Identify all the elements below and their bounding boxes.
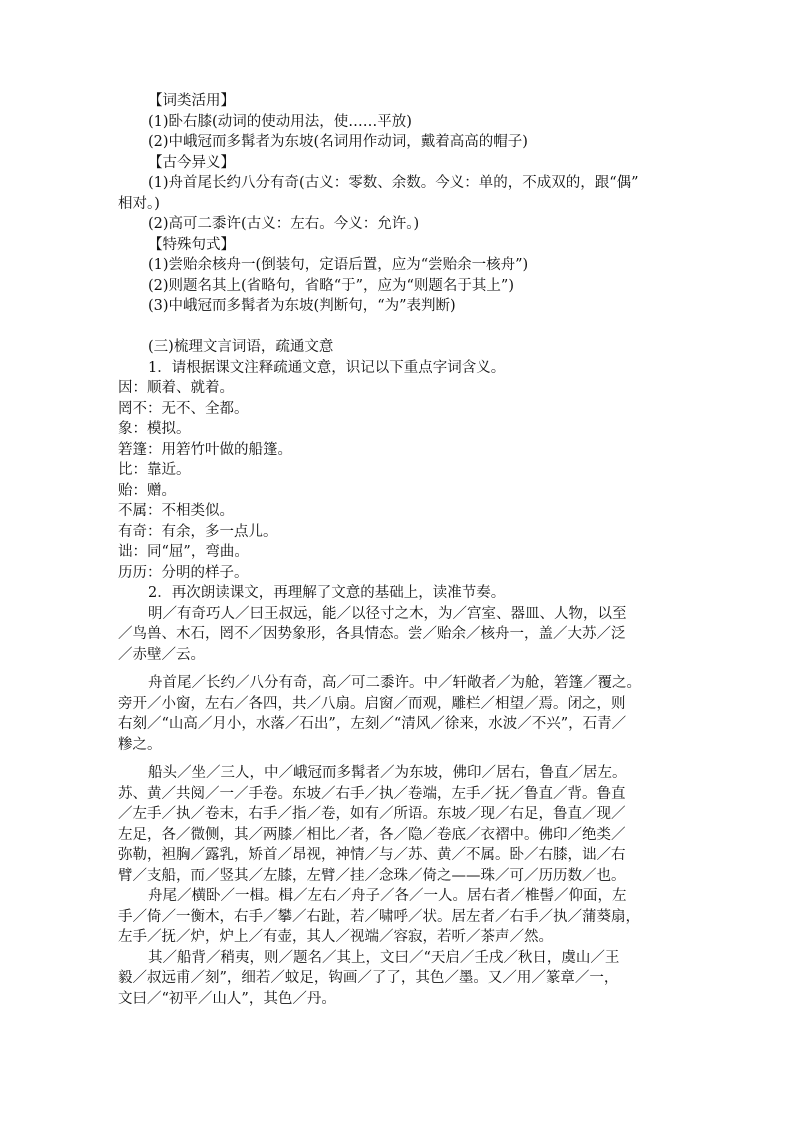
- rhythm-paragraph: [118, 604, 678, 666]
- paragraph-line: 文曰／“初平／山人”，其色／丹。: [118, 990, 336, 1007]
- heading-special-sentence: 【特殊句式】: [148, 236, 235, 253]
- instruction-text: 2．再次朗读课文，再理解了文意的基础上，读准节奏。: [148, 585, 506, 601]
- vocab-item: 历历：分明的样子。: [118, 564, 249, 581]
- vocab-item: 箬篷：用箬竹叶做的船篷。: [118, 441, 292, 458]
- paragraph-line: 左足，各／微侧，其／两膝／相比／者，各／隐／卷底／衣褶中。佛印／绝类／: [118, 826, 626, 843]
- paragraph-line: 明／有奇巧人／曰王叔远，能／以径寸之木，为／宫室、器皿、人物，以至: [148, 605, 627, 622]
- vocab-item: 不属：不相类似。: [118, 503, 234, 519]
- spacer: [118, 665, 678, 673]
- paragraph-line: ／左手／执／卷末，右手／指／卷，如有／所语。东坡／现／右足，鲁直／现／: [118, 806, 626, 822]
- item-text: (1)尝贻余核舟一(倒装句，定语后置，应为“尝贻余一核舟”): [148, 257, 529, 273]
- paragraph-line: 右刻／“山高／月小，水落／石出”，左刻／“清风／徐来，水波／不兴”，石青／: [118, 716, 627, 732]
- paragraph-line: 毅／叔远甫／刻”，细若／蚊足，钩画／了了，其色／墨。又／用／篆章／一，: [118, 970, 619, 986]
- vocab-item: 象：模拟。: [118, 421, 191, 437]
- item-text-continued: 相对。): [118, 195, 160, 212]
- item-text: (2)中峨冠而多髯者为东坡(名词用作动词，戴着高高的帽子): [148, 134, 528, 150]
- heading-ancient-modern: 【古今异义】: [148, 154, 235, 171]
- paragraph-line: 其／船背／稍夷，则／题名／其上，文曰／“天启／壬戌／秋日，虞山／王: [148, 949, 620, 966]
- paragraph-line: 糁之。: [118, 736, 162, 753]
- item-text: (1)舟首尾长约八分有奇(古义：零数、余数。今义：单的，不成双的，跟“偶”: [148, 175, 639, 191]
- paragraph-line: ／赤壁／云。: [118, 646, 205, 663]
- paragraph-line: 弥勒，袒胸／露乳，矫首／昂视，神情／与／苏、黄／不属。卧／右膝，诎／右: [118, 847, 626, 863]
- item-text: (2)则题名其上(省略句，省略“于”，应为“则题名于其上”): [148, 277, 515, 294]
- vocab-item: 有奇：有余，多一点儿。: [118, 523, 278, 540]
- spacer: [118, 317, 678, 338]
- instruction-text: 1．请根据课文注释疏通文意，识记以下重点字词含义。: [148, 359, 506, 376]
- paragraph-line: 苏、黄／共阅／一／手卷。东坡／右手／执／卷端，左手／抚／鲁直／背。鲁直: [118, 785, 626, 802]
- paragraph-line: 左手／抚／炉，炉上／有壶，其人／视端／容寂，若听／茶声／然。: [118, 929, 553, 945]
- paragraph-line: 船头／坐／三人，中／峨冠而多髯者／为东坡，佛印／居右，鲁直／居左。: [148, 765, 627, 781]
- rhythm-paragraph: [118, 673, 678, 755]
- vocab-item: 贻：赠。: [118, 482, 176, 499]
- paragraph-line: 臂／支船，而／竖其／左膝，左臂／挂／念珠／倚之——珠／可／历历数／也。: [118, 867, 626, 884]
- item-text: (1)卧右膝(动词的使动用法，使……平放): [148, 113, 412, 130]
- spacer: [118, 755, 678, 763]
- vocab-item: 诎：同“屈”，弯曲。: [118, 544, 249, 560]
- item-text: (3)中峨冠而多髯者为东坡(判断句，“为”表判断): [148, 298, 456, 314]
- vocab-item: 因：顺着、就着。: [118, 380, 234, 396]
- vocab-item: 比：靠近。: [118, 462, 191, 478]
- paragraph-line: ／鸟兽、木石，罔不／因势象形，各具情态。尝／贻余／核舟一，盖／大苏／泛: [118, 626, 626, 642]
- paragraph-line: 手／倚／一衡木，右手／攀／右趾，若／啸呼／状。居左者／右手／执／蒲葵扇，: [118, 908, 640, 925]
- vocab-item: 罔不：无不、全都。: [118, 400, 249, 417]
- rhythm-paragraph: [118, 763, 678, 886]
- section-title: (三)梳理文言词语，疏通文意: [148, 339, 334, 355]
- heading-word-class: 【词类活用】: [148, 93, 235, 109]
- paragraph-line: 旁开／小窗，左右／各四，共／八扇。启窗／而观，雕栏／相望／焉。闭之，则: [118, 695, 626, 712]
- paragraph-line: 舟尾／横卧／一楫。楫／左右／舟子／各／一人。居右者／椎髻／仰面，左: [148, 888, 627, 904]
- text-column: [118, 91, 678, 1009]
- paragraph-line: 舟首尾／长约／八分有奇，高／可二黍许。中／轩敞者／为舱，箬篷／覆之。: [148, 675, 641, 691]
- rhythm-paragraph: [118, 948, 678, 1010]
- rhythm-paragraph: [118, 886, 678, 948]
- item-text: (2)高可二黍许(古义：左右。今义：允许。): [148, 216, 420, 232]
